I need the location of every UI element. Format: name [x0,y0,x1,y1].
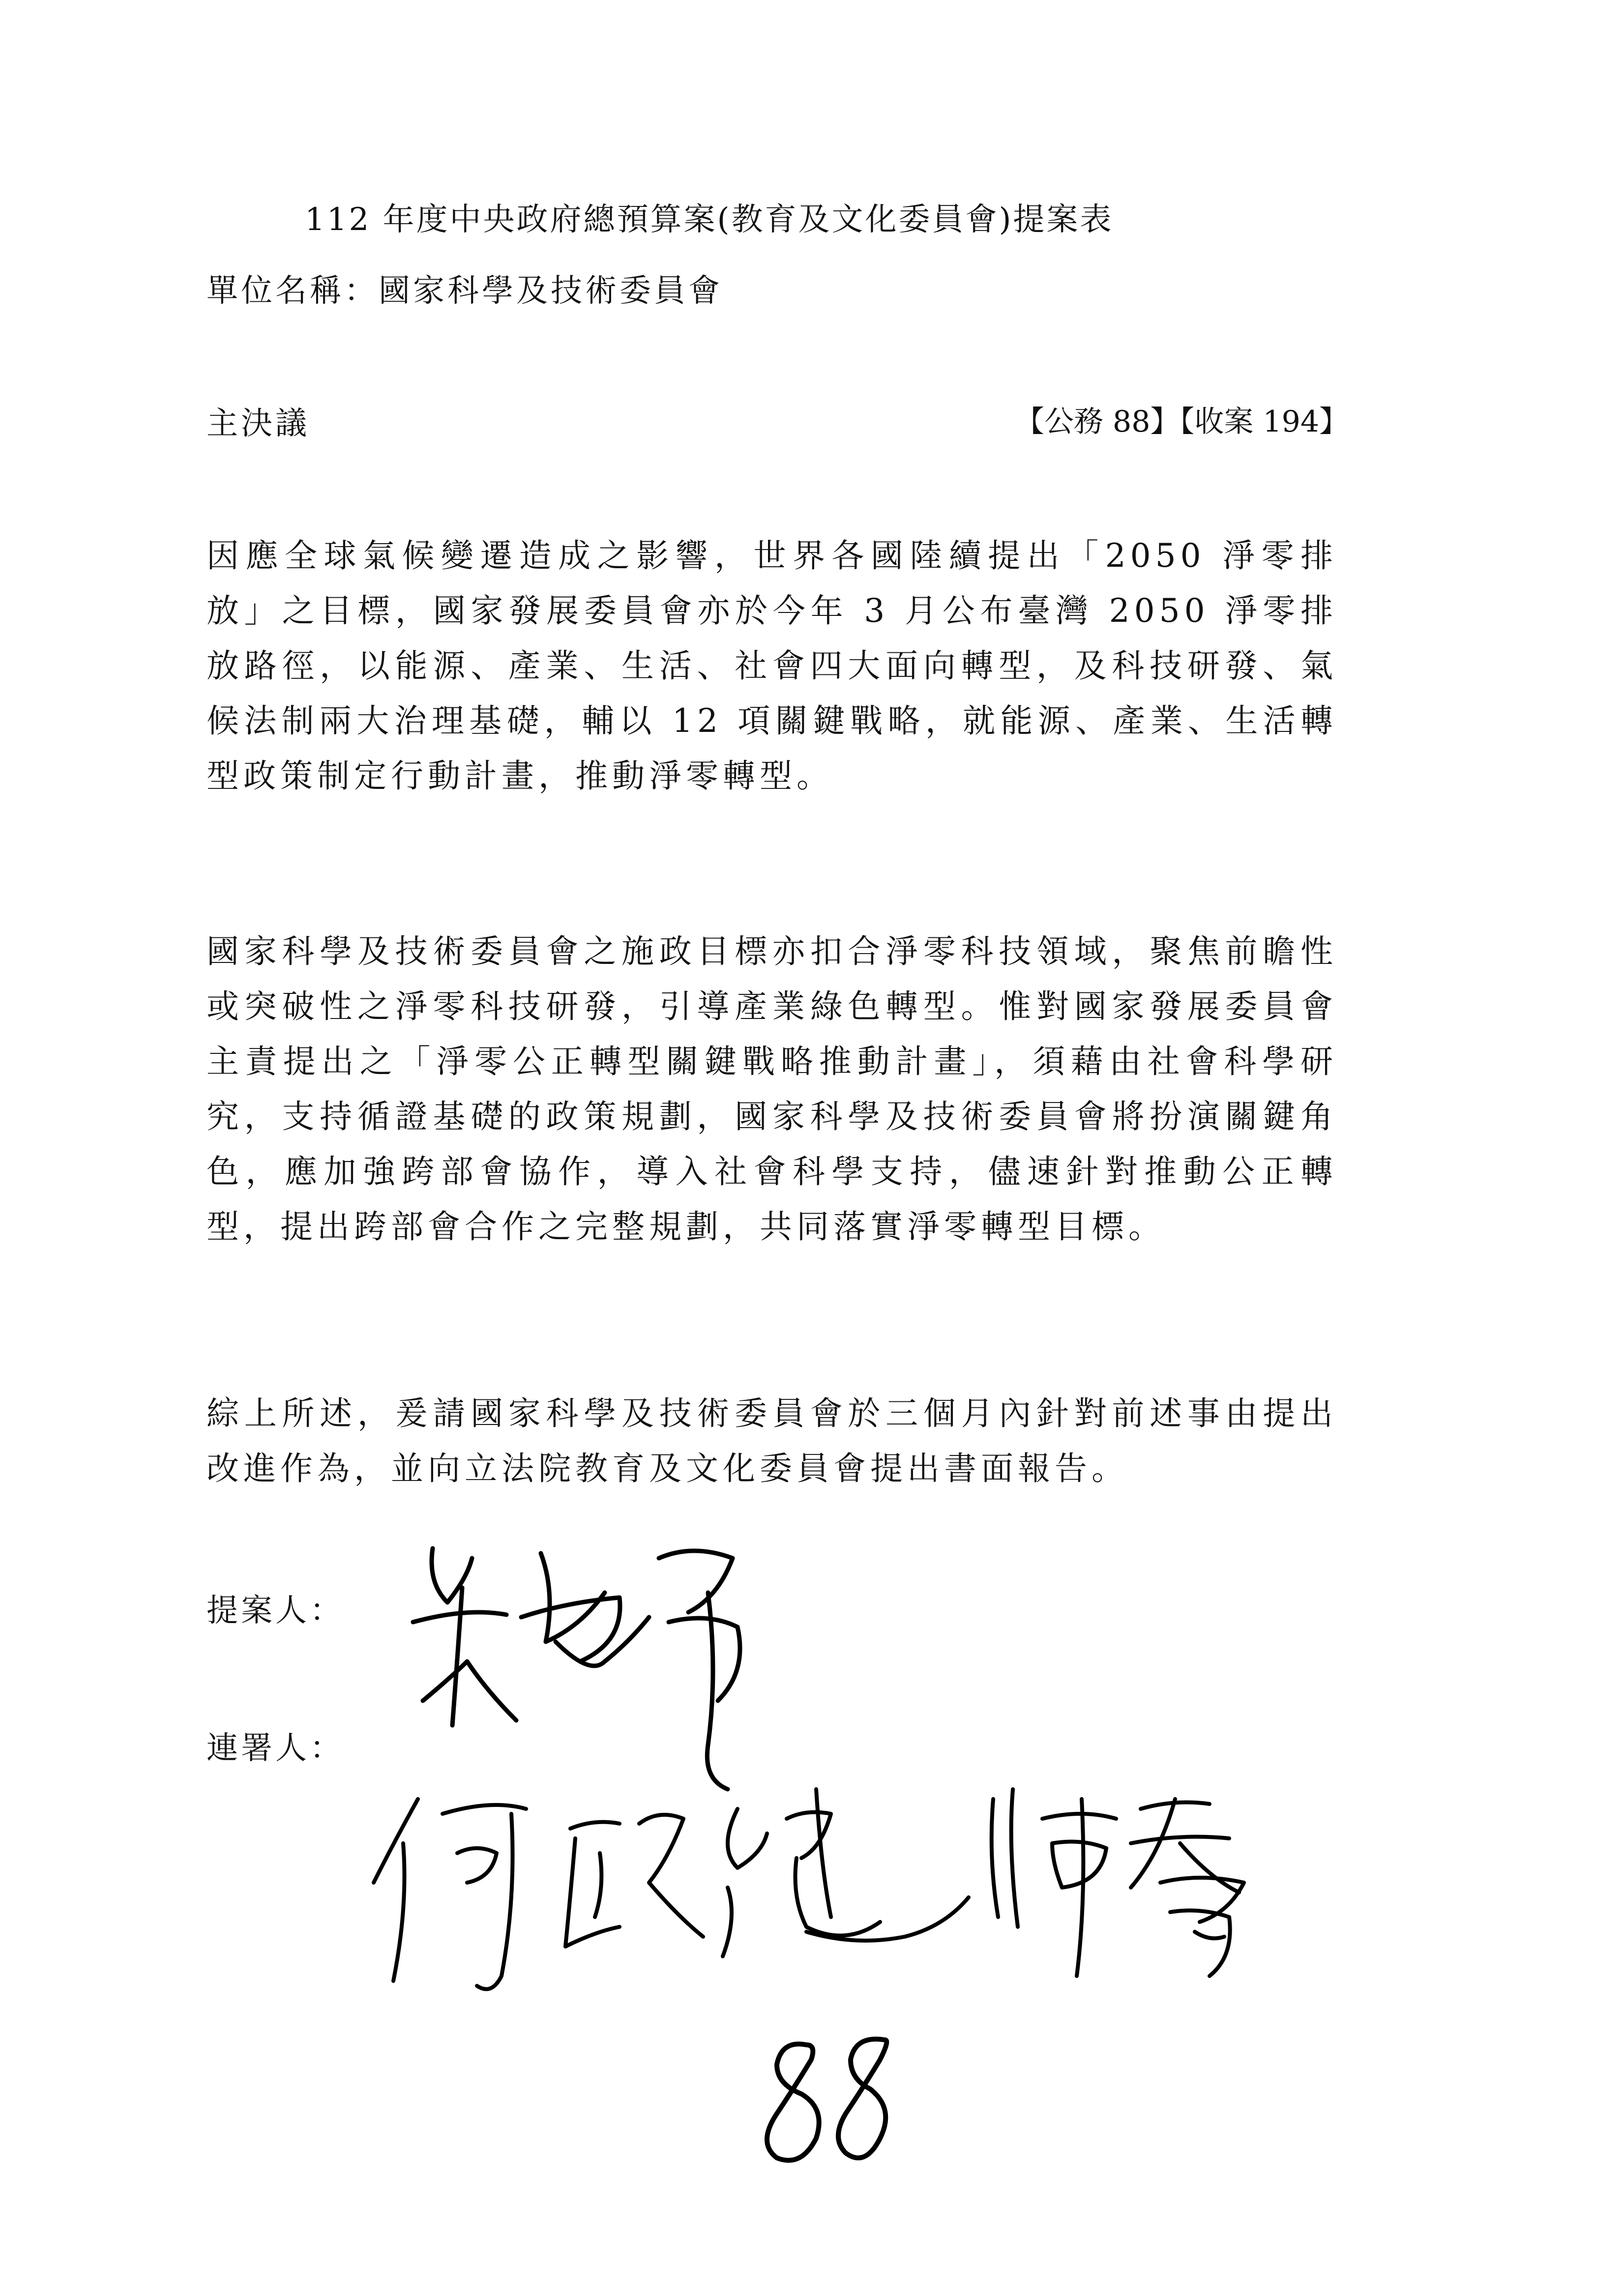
paragraph-1: 因應全球氣候變遷造成之影響，世界各國陸續提出「2050 淨零排放」之目標，國家發展委員會亦於今年 3 月公布臺灣 2050 淨零排放路徑，以能源、產業、生活、社會四大面向轉型，及科技研發、氣候法制兩大治理基礎，輔以 12 項關鍵戰略，就能源、產業、生活轉型政策制定行動計畫，推動淨零轉型。 [207,537,1337,795]
reference-number: 【公務 88】【收案 194】 [1014,405,1349,439]
paragraph-2: 國家科學及技術委員會之施政目標亦扣合淨零科技領域，聚焦前瞻性或突破性之淨零科技研發，引導產業綠色轉型。惟對國家發展委員會主責提出之「淨零公正轉型關鍵戰略推動計畫」，須藉由社會科學研究，支持循證基礎的政策規劃，國家科學及技術委員會將扮演關鍵角色，應加強跨部會協作，導入社會科學支持，儘速針對推動公正轉型，提出跨部會合作之完整規劃，共同落實淨零轉型目標。 [207,932,1337,1246]
handwritten-number-88 [747,2030,924,2178]
document-title: 112 年度中央政府總預算案(教育及文化委員會)提案表 [305,202,1114,238]
unit-name-line: 單位名稱：國家科學及技術委員會 [207,273,723,309]
proposer-signature [393,1514,836,1809]
cosigner-label: 連署人： [207,1730,344,1767]
proposer-label: 提案人： [207,1593,344,1629]
cosigner-signatures [364,1770,1298,2015]
main-resolution-label: 主決議 [207,406,310,442]
paragraph-3: 綜上所述，爰請國家科學及技術委員會於三個月內針對前述事由提出改進作為，並向立法院教育及文化委員會提出書面報告。 [207,1395,1337,1487]
